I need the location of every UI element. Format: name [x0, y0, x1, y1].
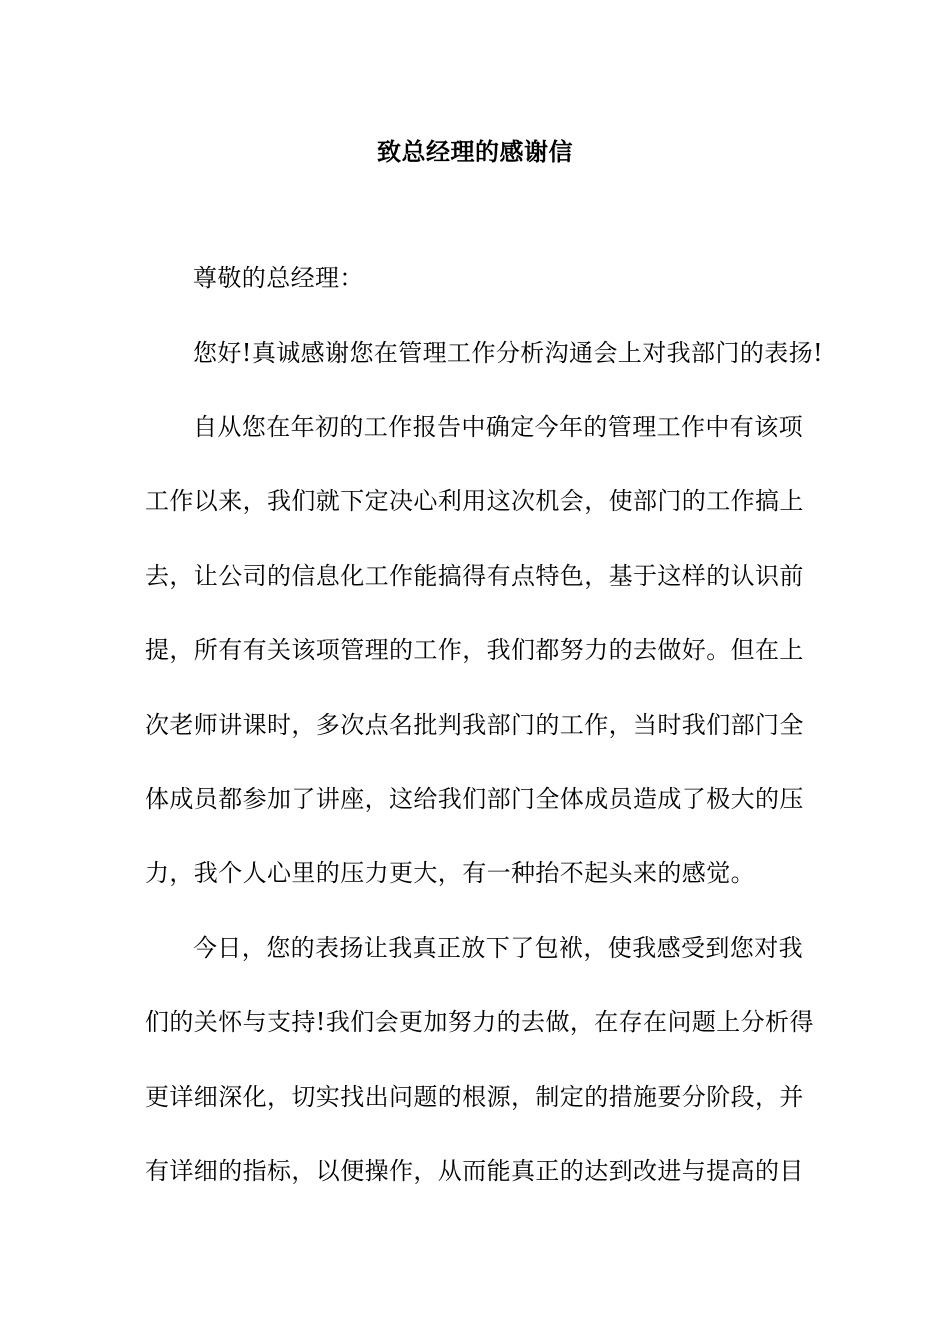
body-line: 您好!真诚感谢您在管理工作分析沟通会上对我部门的表扬!	[193, 339, 824, 367]
body-line: 力，我个人心里的压力更大，有一种抬不起头来的感觉。	[145, 859, 755, 887]
body-line: 次老师讲课时，多次点名批判我部门的工作，当时我们部门全	[145, 711, 804, 739]
document-title: 致总经理的感谢信	[377, 137, 573, 166]
body-line: 去，让公司的信息化工作能搞得有点特色，基于这样的认识前	[145, 562, 804, 590]
body-line: 体成员都参加了讲座，这给我们部门全体成员造成了极大的压	[145, 785, 804, 813]
salutation-line: 尊敬的总经理：	[193, 264, 364, 292]
body-line: 们的关怀与支持!我们会更加努力的去做，在存在问题上分析得	[145, 1008, 814, 1036]
body-line: 更详细深化，切实找出问题的根源，制定的措施要分阶段，并	[145, 1083, 804, 1111]
body-line: 提，所有有关该项管理的工作，我们都努力的去做好。但在上	[145, 636, 804, 664]
body-line: 工作以来，我们就下定决心利用这次机会，使部门的工作搞上	[145, 487, 804, 515]
body-line: 自从您在年初的工作报告中确定今年的管理工作中有该项	[193, 413, 803, 441]
body-line: 有详细的指标，以便操作，从而能真正的达到改进与提高的目	[145, 1157, 804, 1185]
body-line: 今日，您的表扬让我真正放下了包袱，使我感受到您对我	[193, 934, 803, 962]
